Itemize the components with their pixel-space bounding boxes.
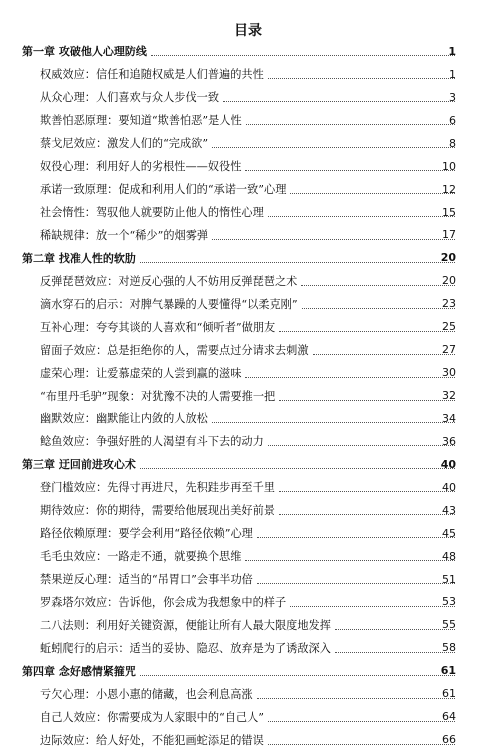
- toc-entry[interactable]: [0, 178, 496, 201]
- entry-title: 承诺一致原理：促成和利用人们的“承诺一致”心理: [40, 183, 287, 197]
- dot-leader: [257, 582, 455, 584]
- page-number: 43: [442, 503, 456, 517]
- entry-title: 罗森塔尔效应：告诉他，你会成为我想象中的样子: [40, 595, 287, 609]
- toc-entry[interactable]: [0, 63, 496, 86]
- page-number: 6: [449, 113, 456, 127]
- page-number: 12: [442, 182, 456, 196]
- page-number: 1: [448, 44, 456, 58]
- page-number: 40: [442, 480, 456, 494]
- page-number: 20: [440, 251, 456, 265]
- dot-leader: [151, 54, 455, 56]
- toc-entry[interactable]: [0, 476, 496, 499]
- dot-leader: [257, 536, 455, 538]
- toc-entry[interactable]: [0, 430, 496, 453]
- toc-entry[interactable]: [0, 292, 496, 315]
- toc-entry[interactable]: [0, 407, 496, 430]
- dot-leader: [335, 651, 455, 653]
- toc-entry[interactable]: [0, 384, 496, 407]
- toc-entry[interactable]: [0, 522, 496, 545]
- dot-leader: [335, 628, 455, 630]
- entry-title: 从众心理：人们喜欢与众人步伐一致: [40, 91, 220, 105]
- page-number: 3: [449, 90, 456, 104]
- page-number: 48: [442, 549, 456, 563]
- page-number: 17: [442, 228, 456, 242]
- page-number: 55: [442, 618, 456, 632]
- page-number: 40: [440, 457, 456, 471]
- toc-entry[interactable]: [0, 361, 496, 384]
- toc-entry[interactable]: [0, 155, 496, 178]
- dot-leader: [212, 146, 455, 148]
- entry-title: 自己人效应：你需要成为人家眼中的“自己人”: [40, 710, 265, 724]
- entry-title: 路径依赖原理：要学会利用“路径依赖”心理: [40, 527, 253, 541]
- entry-title: 期待效应：你的期待，需要给他展现出美好前景: [40, 504, 275, 518]
- dot-leader: [245, 169, 455, 171]
- entry-title: 幽默效应：幽默能让内敛的人放松: [40, 412, 208, 426]
- chapter-title: 第四章 念好感情紧箍咒: [22, 664, 136, 678]
- toc-entry[interactable]: [0, 499, 496, 522]
- toc-chapter-heading[interactable]: [0, 40, 496, 63]
- toc-entry[interactable]: [0, 224, 496, 247]
- toc-chapter-heading[interactable]: [0, 659, 496, 682]
- toc-entry[interactable]: [0, 705, 496, 728]
- dot-leader: [279, 399, 455, 401]
- dot-leader: [246, 123, 455, 125]
- page-number: 1: [449, 67, 456, 81]
- page-number: 27: [442, 343, 456, 357]
- page-title: 目录: [234, 23, 262, 39]
- toc-chapter-heading[interactable]: [0, 453, 496, 476]
- page-number: 32: [442, 389, 456, 403]
- dot-leader: [140, 261, 455, 263]
- page-number: 10: [442, 159, 456, 173]
- entry-title: 蔡戈尼效应：激发人们的“完成欲”: [40, 137, 209, 151]
- dot-leader: [245, 376, 455, 378]
- entry-title: “布里丹毛驴”现象：对犹豫不决的人需要推一把: [40, 389, 276, 403]
- dot-leader: [257, 697, 455, 699]
- dot-leader: [212, 421, 455, 423]
- dot-leader: [290, 192, 455, 194]
- dot-leader: [268, 215, 455, 217]
- dot-leader: [140, 674, 455, 676]
- dot-leader: [268, 743, 455, 745]
- page-number: 23: [442, 297, 456, 311]
- entry-title: 欺善怕恶原理：要知道“欺善怕恶”是人性: [40, 114, 242, 128]
- page-number: 30: [442, 366, 456, 380]
- toc-entry[interactable]: [0, 682, 496, 705]
- dot-leader: [223, 100, 455, 102]
- dot-leader: [212, 238, 455, 240]
- entry-title: 奴役心理：利用好人的劣根性——奴役性: [40, 160, 242, 174]
- page-number: 51: [442, 572, 456, 586]
- page-number: 8: [449, 136, 456, 150]
- dot-leader: [268, 77, 455, 79]
- toc-entry[interactable]: [0, 315, 496, 338]
- toc-entry[interactable]: [0, 728, 496, 751]
- entry-title: 社会惰性：驾驭他人就要防止他人的惰性心理: [40, 206, 264, 220]
- toc-entry[interactable]: [0, 591, 496, 614]
- dot-leader: [313, 353, 455, 355]
- page-number: 34: [442, 411, 456, 425]
- entry-title: 蚯蚓爬行的启示：适当的妥协、隐忍、放弃是为了诱敌深入: [40, 641, 331, 655]
- chapter-title: 第三章 迂回前进攻心术: [22, 458, 136, 472]
- dot-leader: [245, 559, 455, 561]
- page-number: 66: [442, 733, 456, 747]
- entry-title: 边际效应：给人好处，不能犯画蛇添足的错误: [40, 733, 264, 747]
- page-number: 61: [440, 664, 456, 678]
- entry-title: 禁果逆反心理：适当的“吊胃口”会事半功倍: [40, 573, 253, 587]
- chapter-title: 第一章 攻破他人心理防线: [22, 45, 147, 59]
- dot-leader: [140, 467, 455, 469]
- toc-entry[interactable]: [0, 201, 496, 224]
- entry-title: 亏欠心理：小恩小惠的储藏，也会利息高涨: [40, 687, 253, 701]
- dot-leader: [302, 307, 455, 309]
- toc-entry[interactable]: [0, 568, 496, 591]
- toc-entry[interactable]: [0, 613, 496, 636]
- entry-title: 滴水穿石的启示：对脾气暴躁的人要懂得“以柔克刚”: [40, 297, 298, 311]
- page-number: 20: [442, 274, 456, 288]
- dot-leader: [279, 490, 455, 492]
- entry-title: 虚荣心理：让爱慕虚荣的人尝到赢的滋味: [40, 366, 242, 380]
- page-number: 25: [442, 320, 456, 334]
- entry-title: 稀缺规律：放一个“稀少”的烟雾弹: [40, 228, 209, 242]
- dot-leader: [301, 284, 455, 286]
- entry-title: 鲶鱼效应：争强好胜的人渴望有斗下去的动力: [40, 435, 264, 449]
- entry-title: 权威效应：信任和追随权威是人们普遍的共性: [40, 68, 264, 82]
- entry-title: 反弹琵琶效应：对逆反心强的人不妨用反弹琵琶之术: [40, 274, 298, 288]
- toc-entry[interactable]: [0, 338, 496, 361]
- toc-chapter-heading[interactable]: [0, 246, 496, 269]
- entry-title: 毛毛虫效应：一路走不通，就要换个思维: [40, 550, 242, 564]
- toc-entry[interactable]: [0, 132, 496, 155]
- page-number: 15: [442, 205, 456, 219]
- dot-leader: [279, 330, 455, 332]
- toc-list: [0, 40, 496, 751]
- page-number: 36: [442, 434, 456, 448]
- chapter-title: 第二章 找准人性的软肋: [22, 251, 136, 265]
- page-number: 53: [442, 595, 456, 609]
- page-number: 58: [442, 641, 456, 655]
- toc-entry[interactable]: [0, 269, 496, 292]
- page-number: 64: [442, 710, 456, 724]
- entry-title: 登门槛效应：先得寸再进尺，先积跬步再至千里: [40, 481, 275, 495]
- dot-leader: [279, 513, 455, 515]
- entry-title: 留面子效应：总是拒绝你的人，需要点过分请求去刺激: [40, 343, 309, 357]
- entry-title: 互补心理：夸夸其谈的人喜欢和“倾听者”做朋友: [40, 320, 276, 334]
- dot-leader: [290, 605, 455, 607]
- toc-entry[interactable]: [0, 86, 496, 109]
- entry-title: 二八法则：利用好关键资源，便能让所有人最大限度地发挥: [40, 618, 331, 632]
- toc-entry[interactable]: [0, 545, 496, 568]
- toc-entry[interactable]: [0, 636, 496, 659]
- page-number: 45: [442, 526, 456, 540]
- toc-entry[interactable]: [0, 109, 496, 132]
- dot-leader: [268, 444, 455, 446]
- page-number: 61: [442, 687, 456, 701]
